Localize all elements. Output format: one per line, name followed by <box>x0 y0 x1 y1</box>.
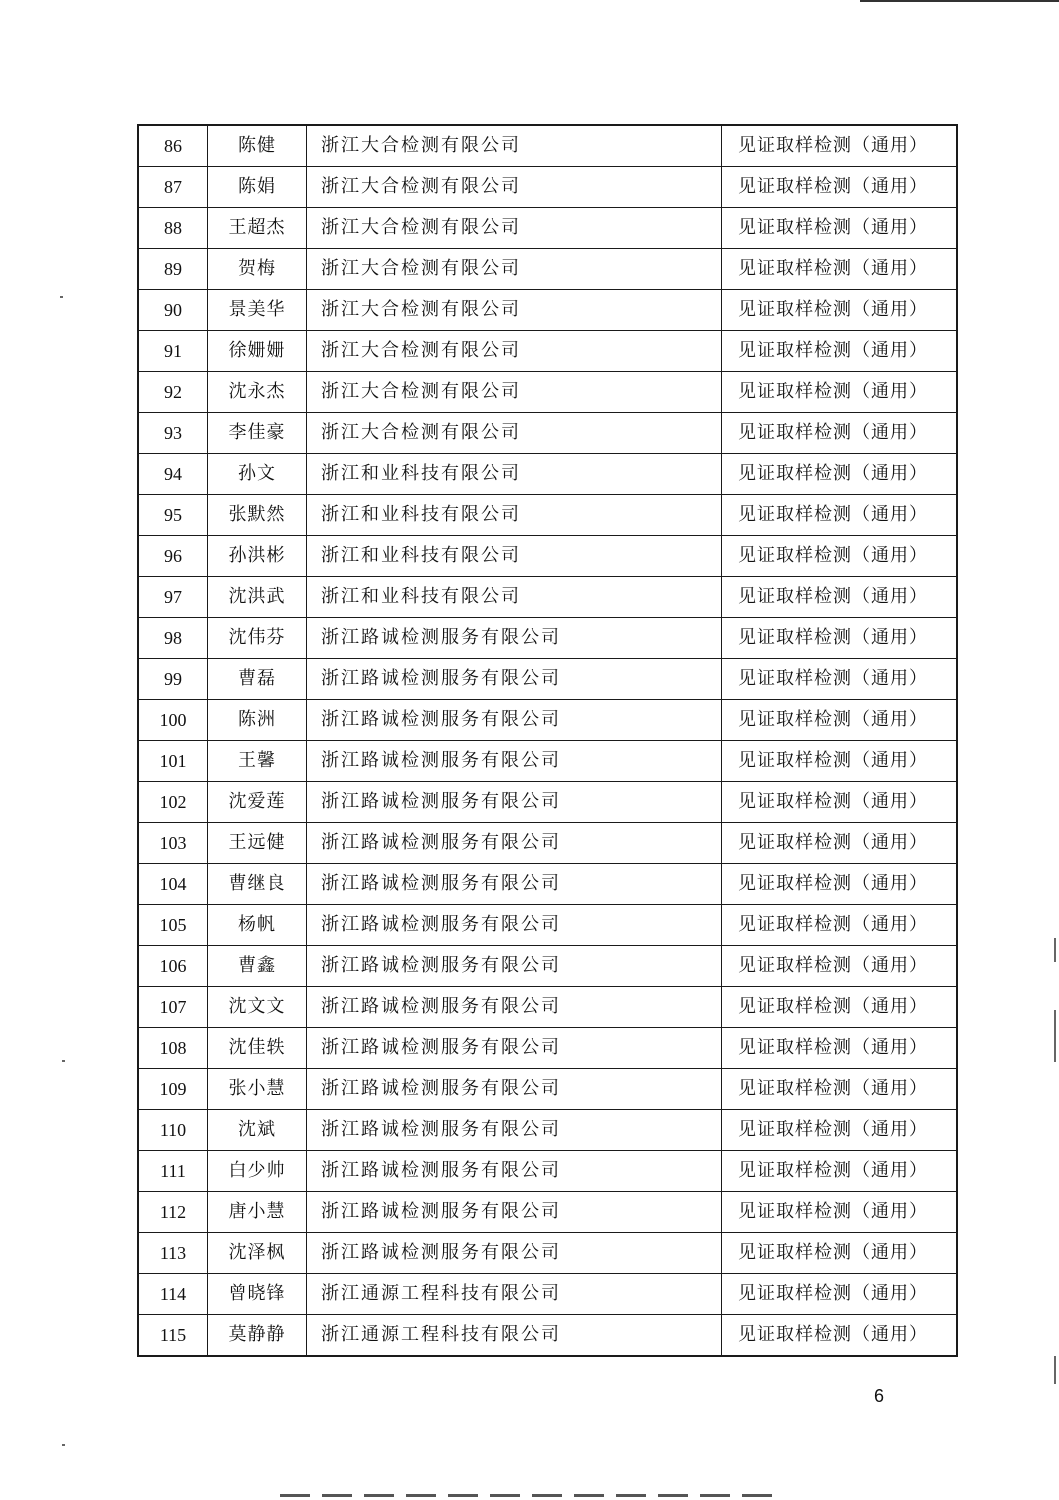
table-row <box>138 1192 957 1233</box>
personnel-table <box>137 124 958 1357</box>
person-name-cell: 沈永杰 <box>208 372 307 413</box>
company-cell: 浙江大合检测有限公司 <box>307 249 722 290</box>
table-row <box>138 1110 957 1151</box>
row-number-cell: 110 <box>138 1110 208 1151</box>
category-cell: 见证取样检测（通用） <box>722 290 958 331</box>
table-row <box>138 700 957 741</box>
scan-edge-line <box>1054 1010 1056 1062</box>
category-cell: 见证取样检测（通用） <box>722 946 958 987</box>
table-row <box>138 864 957 905</box>
company-cell: 浙江大合检测有限公司 <box>307 290 722 331</box>
person-name-cell: 曹继良 <box>208 864 307 905</box>
row-number-cell: 91 <box>138 331 208 372</box>
row-number-cell: 88 <box>138 208 208 249</box>
table-row <box>138 495 957 536</box>
row-number-cell: 108 <box>138 1028 208 1069</box>
table-row <box>138 372 957 413</box>
table-row <box>138 618 957 659</box>
category-cell: 见证取样检测（通用） <box>722 331 958 372</box>
row-number-cell: 111 <box>138 1151 208 1192</box>
company-cell: 浙江路诚检测服务有限公司 <box>307 1192 722 1233</box>
scan-speck <box>62 1060 65 1062</box>
company-cell: 浙江路诚检测服务有限公司 <box>307 1233 722 1274</box>
company-cell: 浙江路诚检测服务有限公司 <box>307 1069 722 1110</box>
person-name-cell: 沈伟芬 <box>208 618 307 659</box>
row-number-cell: 103 <box>138 823 208 864</box>
table-row <box>138 454 957 495</box>
person-name-cell: 唐小慧 <box>208 1192 307 1233</box>
person-name-cell: 曹鑫 <box>208 946 307 987</box>
person-name-cell: 莫静静 <box>208 1315 307 1357</box>
person-name-cell: 沈佳轶 <box>208 1028 307 1069</box>
category-cell: 见证取样检测（通用） <box>722 536 958 577</box>
person-name-cell: 孙文 <box>208 454 307 495</box>
table-row <box>138 125 957 167</box>
category-cell: 见证取样检测（通用） <box>722 987 958 1028</box>
company-cell: 浙江和业科技有限公司 <box>307 577 722 618</box>
company-cell: 浙江路诚检测服务有限公司 <box>307 823 722 864</box>
row-number-cell: 99 <box>138 659 208 700</box>
table-row <box>138 331 957 372</box>
top-edge-rule <box>860 0 1059 2</box>
category-cell: 见证取样检测（通用） <box>722 1028 958 1069</box>
table-row <box>138 1028 957 1069</box>
row-number-cell: 90 <box>138 290 208 331</box>
person-name-cell: 陈娟 <box>208 167 307 208</box>
person-name-cell: 杨帆 <box>208 905 307 946</box>
company-cell: 浙江大合检测有限公司 <box>307 167 722 208</box>
row-number-cell: 114 <box>138 1274 208 1315</box>
category-cell: 见证取样检测（通用） <box>722 577 958 618</box>
person-name-cell: 王远健 <box>208 823 307 864</box>
scan-edge-line <box>1054 1356 1056 1384</box>
row-number-cell: 104 <box>138 864 208 905</box>
row-number-cell: 98 <box>138 618 208 659</box>
company-cell: 浙江路诚检测服务有限公司 <box>307 659 722 700</box>
table-row <box>138 249 957 290</box>
row-number-cell: 113 <box>138 1233 208 1274</box>
person-name-cell: 沈文文 <box>208 987 307 1028</box>
company-cell: 浙江路诚检测服务有限公司 <box>307 905 722 946</box>
person-name-cell: 张小慧 <box>208 1069 307 1110</box>
row-number-cell: 94 <box>138 454 208 495</box>
category-cell: 见证取样检测（通用） <box>722 659 958 700</box>
person-name-cell: 沈泽枫 <box>208 1233 307 1274</box>
category-cell: 见证取样检测（通用） <box>722 1151 958 1192</box>
category-cell: 见证取样检测（通用） <box>722 1274 958 1315</box>
table-row <box>138 823 957 864</box>
category-cell: 见证取样检测（通用） <box>722 167 958 208</box>
company-cell: 浙江大合检测有限公司 <box>307 331 722 372</box>
category-cell: 见证取样检测（通用） <box>722 1233 958 1274</box>
scan-speck <box>60 296 63 298</box>
row-number-cell: 101 <box>138 741 208 782</box>
table-row <box>138 167 957 208</box>
category-cell: 见证取样检测（通用） <box>722 1110 958 1151</box>
company-cell: 浙江路诚检测服务有限公司 <box>307 1110 722 1151</box>
category-cell: 见证取样检测（通用） <box>722 495 958 536</box>
company-cell: 浙江通源工程科技有限公司 <box>307 1274 722 1315</box>
row-number-cell: 102 <box>138 782 208 823</box>
category-cell: 见证取样检测（通用） <box>722 864 958 905</box>
company-cell: 浙江通源工程科技有限公司 <box>307 1315 722 1357</box>
company-cell: 浙江路诚检测服务有限公司 <box>307 782 722 823</box>
person-name-cell: 孙洪彬 <box>208 536 307 577</box>
table-row <box>138 1233 957 1274</box>
row-number-cell: 89 <box>138 249 208 290</box>
table-row <box>138 208 957 249</box>
personnel-table-body <box>138 125 957 1356</box>
row-number-cell: 107 <box>138 987 208 1028</box>
person-name-cell: 王超杰 <box>208 208 307 249</box>
company-cell: 浙江大合检测有限公司 <box>307 208 722 249</box>
company-cell: 浙江路诚检测服务有限公司 <box>307 741 722 782</box>
row-number-cell: 87 <box>138 167 208 208</box>
row-number-cell: 109 <box>138 1069 208 1110</box>
table-row <box>138 1069 957 1110</box>
person-name-cell: 张默然 <box>208 495 307 536</box>
table-row <box>138 741 957 782</box>
table-row <box>138 659 957 700</box>
row-number-cell: 92 <box>138 372 208 413</box>
person-name-cell: 白少帅 <box>208 1151 307 1192</box>
company-cell: 浙江和业科技有限公司 <box>307 536 722 577</box>
person-name-cell: 沈洪武 <box>208 577 307 618</box>
category-cell: 见证取样检测（通用） <box>722 1192 958 1233</box>
table-row <box>138 987 957 1028</box>
company-cell: 浙江和业科技有限公司 <box>307 454 722 495</box>
row-number-cell: 106 <box>138 946 208 987</box>
row-number-cell: 86 <box>138 125 208 167</box>
table-row <box>138 905 957 946</box>
company-cell: 浙江大合检测有限公司 <box>307 413 722 454</box>
row-number-cell: 115 <box>138 1315 208 1357</box>
category-cell: 见证取样检测（通用） <box>722 1315 958 1357</box>
company-cell: 浙江路诚检测服务有限公司 <box>307 864 722 905</box>
person-name-cell: 陈健 <box>208 125 307 167</box>
company-cell: 浙江路诚检测服务有限公司 <box>307 618 722 659</box>
company-cell: 浙江路诚检测服务有限公司 <box>307 700 722 741</box>
company-cell: 浙江路诚检测服务有限公司 <box>307 1151 722 1192</box>
category-cell: 见证取样检测（通用） <box>722 454 958 495</box>
person-name-cell: 曹磊 <box>208 659 307 700</box>
company-cell: 浙江和业科技有限公司 <box>307 495 722 536</box>
company-cell: 浙江大合检测有限公司 <box>307 372 722 413</box>
category-cell: 见证取样检测（通用） <box>722 700 958 741</box>
table-row <box>138 782 957 823</box>
table-row <box>138 1274 957 1315</box>
table-row <box>138 536 957 577</box>
company-cell: 浙江大合检测有限公司 <box>307 125 722 167</box>
row-number-cell: 93 <box>138 413 208 454</box>
category-cell: 见证取样检测（通用） <box>722 125 958 167</box>
row-number-cell: 96 <box>138 536 208 577</box>
category-cell: 见证取样检测（通用） <box>722 249 958 290</box>
person-name-cell: 贺梅 <box>208 249 307 290</box>
category-cell: 见证取样检测（通用） <box>722 413 958 454</box>
scan-speck <box>62 1444 65 1446</box>
category-cell: 见证取样检测（通用） <box>722 208 958 249</box>
bottom-edge-dashes <box>280 1494 780 1497</box>
page-number: 6 <box>874 1386 885 1406</box>
row-number-cell: 105 <box>138 905 208 946</box>
table-row <box>138 577 957 618</box>
person-name-cell: 王馨 <box>208 741 307 782</box>
category-cell: 见证取样检测（通用） <box>722 823 958 864</box>
company-cell: 浙江路诚检测服务有限公司 <box>307 1028 722 1069</box>
person-name-cell: 曾晓锋 <box>208 1274 307 1315</box>
scan-edge-line <box>1054 938 1056 962</box>
row-number-cell: 100 <box>138 700 208 741</box>
table-row <box>138 1315 957 1357</box>
category-cell: 见证取样检测（通用） <box>722 1069 958 1110</box>
person-name-cell: 陈洲 <box>208 700 307 741</box>
table-row <box>138 290 957 331</box>
row-number-cell: 95 <box>138 495 208 536</box>
category-cell: 见证取样检测（通用） <box>722 618 958 659</box>
person-name-cell: 景美华 <box>208 290 307 331</box>
person-name-cell: 沈斌 <box>208 1110 307 1151</box>
company-cell: 浙江路诚检测服务有限公司 <box>307 946 722 987</box>
table-row <box>138 413 957 454</box>
person-name-cell: 沈爱莲 <box>208 782 307 823</box>
category-cell: 见证取样检测（通用） <box>722 372 958 413</box>
table-row <box>138 946 957 987</box>
table-row <box>138 1151 957 1192</box>
category-cell: 见证取样检测（通用） <box>722 905 958 946</box>
row-number-cell: 112 <box>138 1192 208 1233</box>
company-cell: 浙江路诚检测服务有限公司 <box>307 987 722 1028</box>
category-cell: 见证取样检测（通用） <box>722 782 958 823</box>
row-number-cell: 97 <box>138 577 208 618</box>
person-name-cell: 李佳豪 <box>208 413 307 454</box>
person-name-cell: 徐姗姗 <box>208 331 307 372</box>
category-cell: 见证取样检测（通用） <box>722 741 958 782</box>
